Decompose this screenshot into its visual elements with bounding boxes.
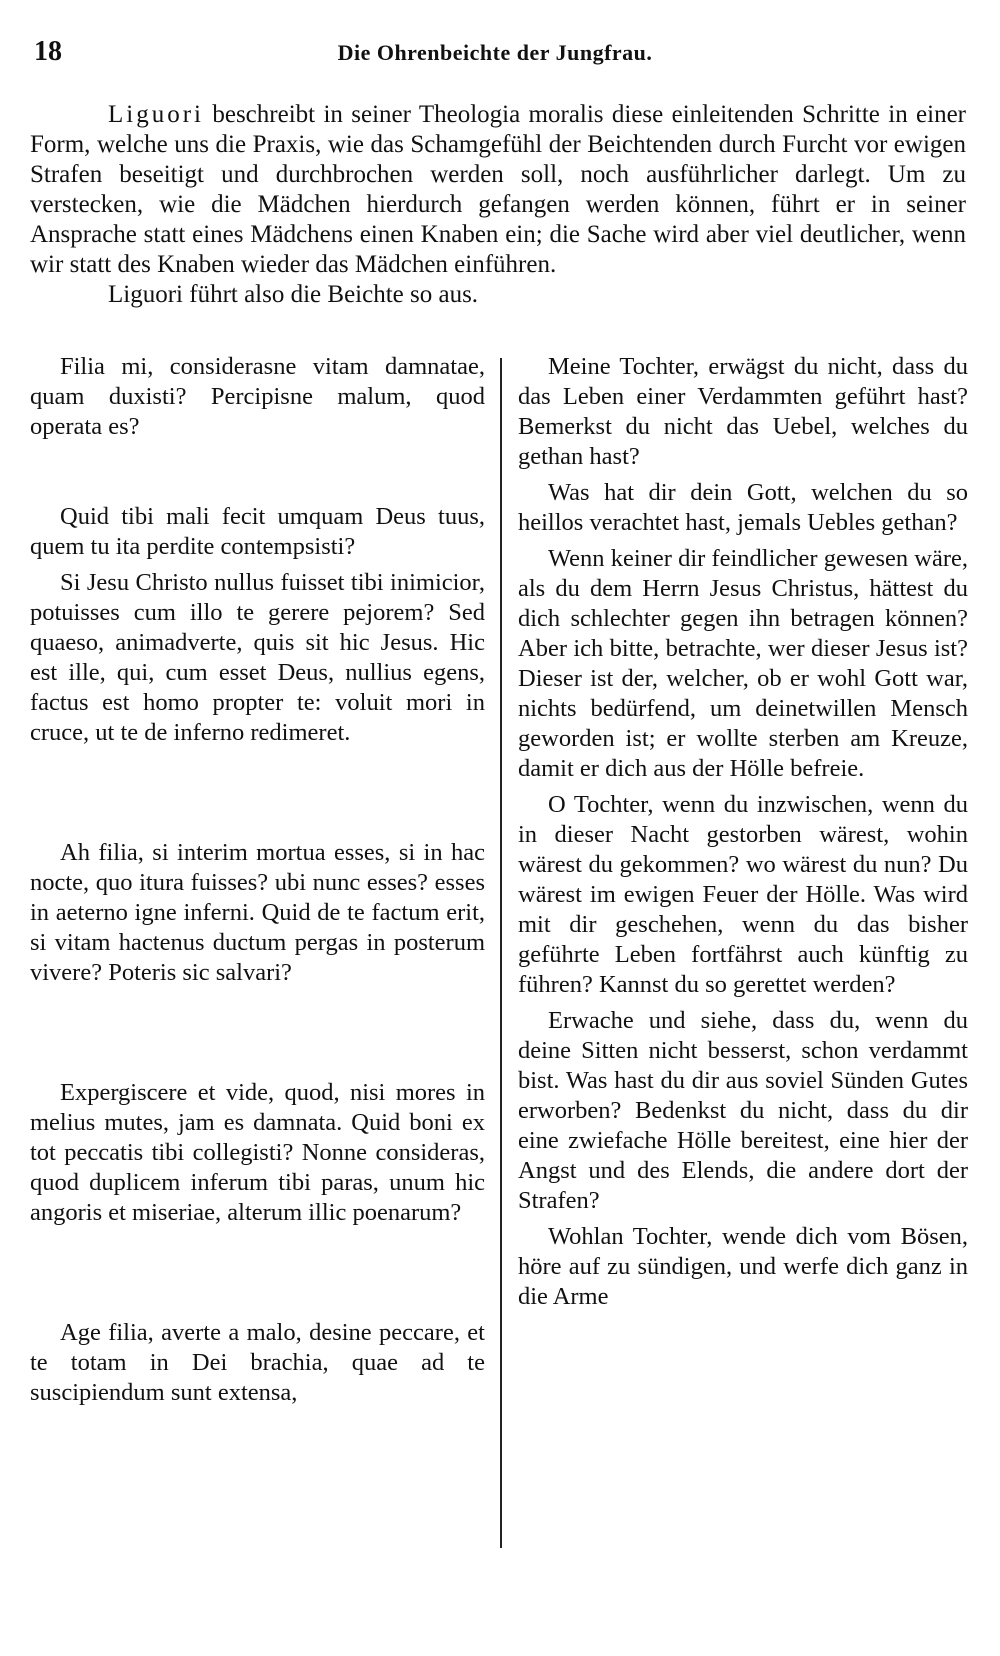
german-paragraph: Meine Tochter, erwägst du nicht, dass du das Leben einer Verdammten geführt hast? Bemerkst du nicht das Uebel, welches du gethan hast? (518, 353, 968, 470)
german-paragraph: Wenn keiner dir feindlicher gewesen wäre, als du dem Herrn Jesus Christus, hättest du dich schlechter gegen ihn betragen können? Aber ich bitte, betrachte, wer dieser Jesus ist? Dieser ist der, welcher, ob er wohl Gott war, nichts bedürfend, um deinetwillen Mensch geworden ist; er wollte sterben am Kreuze, damit er dich aus der Hölle befreie. (518, 545, 968, 782)
latin-paragraph: Quid tibi mali fecit umquam Deus tuus, quem tu ita perdite contempsisti? (30, 503, 485, 560)
intro-text (30, 100, 966, 310)
intro-paragraph-2: Liguori führt also die Beichte so aus. (108, 281, 479, 308)
german-paragraph: Was hat dir dein Gott, welchen du so heillos verachtet hast, jemals Uebles gethan? (518, 479, 968, 536)
german-column (518, 352, 968, 1312)
page-header (30, 36, 960, 76)
author-name: Liguori (108, 101, 204, 128)
running-title: Die Ohrenbeichte der Jungfrau. (337, 40, 653, 65)
intro-paragraph-1 (30, 100, 966, 280)
latin-paragraph: Si Jesu Christo nullus fuisset tibi inimicior, potuisses cum illo te gerere pejorem? Sed quaeso, animadverte, quis sit hic Jesus. Hic est ille, qui, cum esset Deus, nullius egens, factus est homo propter te: voluit mori in cruce, ut te de inferno redimeret. (30, 569, 485, 746)
page-number: 18 (34, 36, 62, 67)
intro-paragraph-1-body: beschreibt in seiner Theologia moralis diese einleitenden Schritte in einer Form, welche uns die Praxis, wie das Schamgefühl der Beichtenden durch Furcht vor ewigen Strafen beseitigt und durchbrochen werden soll, noch ausführlicher darlegt. Um zu verstecken, wie die Mädchen hierdurch gefangen werden können, führt er in seiner Ansprache statt eines Mädchens einen Knaben ein; die Sache wird aber viel deutlicher, wenn wir statt des Knaben wieder das Mädchen einführen. (30, 101, 967, 278)
german-paragraph: Wohlan Tochter, wende dich vom Bösen, höre auf zu sündigen, und werfe dich ganz in die Arme (518, 1223, 968, 1310)
column-divider (500, 358, 502, 1548)
latin-paragraph: Age filia, averte a malo, desine peccare, et te totam in Dei brachia, quae ad te suscipiendum sunt extensa, (30, 1319, 485, 1406)
german-paragraph: O Tochter, wenn du inzwischen, wenn du in dieser Nacht gestorben wärest, wohin wärest du gekommen? wo wärest du nun? Du wärest im ewigen Feuer der Hölle. Was wird mit dir geschehen, wenn du das bisher geführte Leben fortfährst auch künftig zu führen? Kannst du so gerettet werden? (518, 791, 968, 998)
latin-paragraph: Expergiscere et vide, quod, nisi mores in melius mutes, jam es damnata. Quid boni ex tot peccatis tibi collegisti? Nonne consideras, quod duplicem inferum tibi paras, unum hic angoris et miseriae, alterum illic poenarum? (30, 1079, 485, 1226)
latin-paragraph: Filia mi, considerasne vitam damnatae, quam duxisti? Percipisne malum, quod operata es? (30, 353, 485, 440)
latin-paragraph: Ah filia, si interim mortua esses, si in hac nocte, quo itura fuisses? ubi nunc esses? esses in aeterno igne inferni. Quid de te factum erit, si vitam hactenus ductum pergas in posterum vivere? Poteris sic salvari? (30, 839, 485, 986)
german-paragraph: Erwache und siehe, dass du, wenn du deine Sitten nicht besserst, schon verdammt bist. Was hast du dir aus soviel Sünden Gutes erworben? Bedenkst du nicht, dass du dir eine zwiefache Hölle bereitest, eine hier der Angst und des Elends, die andere dort der Strafen? (518, 1007, 968, 1214)
latin-column (30, 352, 485, 1408)
